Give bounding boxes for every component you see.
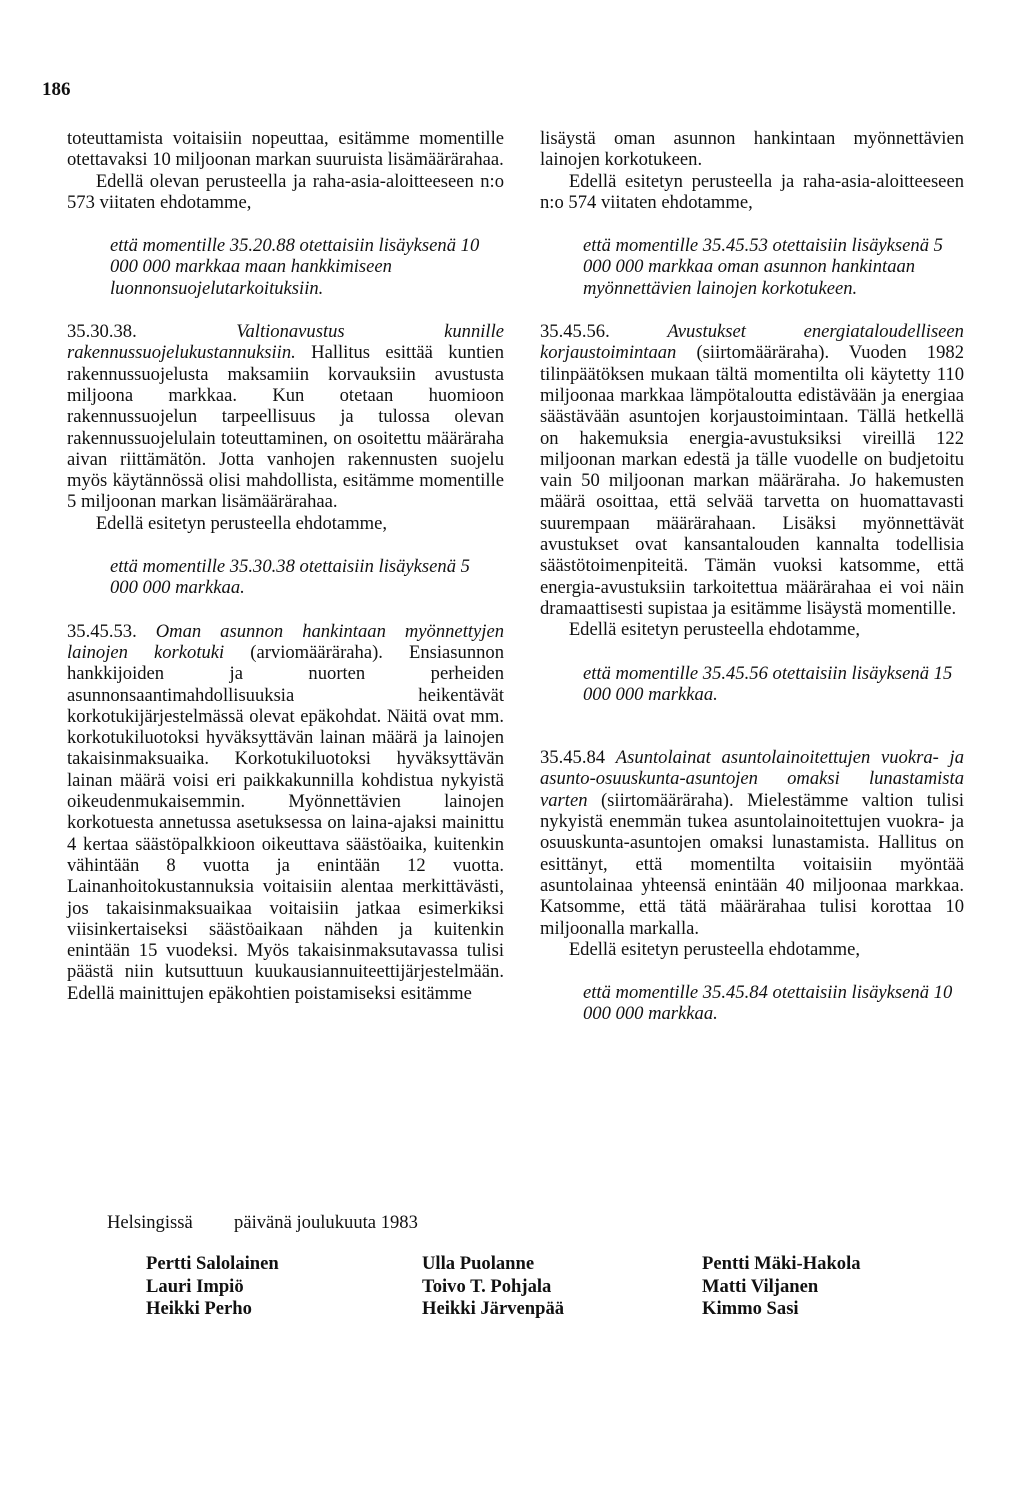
section-title: Valtionavustus kunnille rakennussuojelukustannuksiin. xyxy=(67,321,504,364)
left-paragraph-2: Edellä olevan perusteella ja raha-asia-aloitteeseen n:o 573 viitaten ehdotamme, xyxy=(67,170,504,213)
signature-place-date xyxy=(107,1212,418,1234)
left-paragraph-1: toteuttamista voitaisiin nopeuttaa, esitämme momentille otettavaksi 10 miljoonan markan suuruista lisämäärärahaa. xyxy=(67,128,504,171)
proposal-35-45-56: että momentille 35.45.56 otettaisiin lisäyksenä 15 000 000 markkaa. xyxy=(583,662,953,705)
signature-place: Helsingissä xyxy=(107,1212,193,1233)
section-body: (siirtomääräraha). Vuoden 1982 tilinpäätöksen mukaan tältä momentilta oli käytetty 110 miljoonaa markkaa lämpötaloutta edistävään ja energiaa säästävään asuntojen korjaustoimintaan. Tällä hetkellä on hakemuksia energia-avustuksiksi vireillä 122 miljoonan markan edestä ja tälle vuodelle on budjetoitu vain 50 miljoonan markan määräraha. Jo hakemusten määrä osoittaa, että selvää tarvetta on huomattavasti suurempaan määrärahaan. Lisäksi myönnettävät avustukset ovat kansantalouden kannalta todellisia säästötoimenpiteitä. Tämän vuoksi katsomme, että energia-avustuksiin tarkoitettua määrärahaa ei voi näin dramaattisesti supistaa ja esitämme lisäystä momentille. xyxy=(540,342,964,619)
section-body: (siirtomääräraha). Mielestämme valtion tulisi nykyistä enemmän tukea asuntolainoitettujen vuokra- ja osuuskunta-asuntojen omaksi lunastamista. Hallitus on esittänyt, että momentilta voitaisiin myöntää asuntolainaa yhteensä enintään 40 miljoonaa markkaa. Katsomme, että tätä määrärahaa tulisi korottaa 10 miljoonalla markalla. xyxy=(540,789,964,939)
signer-name: Lauri Impiö xyxy=(146,1275,244,1297)
proposal-35-20-88: että momentille 35.20.88 otettaisiin lisäyksenä 10 000 000 markkaa maan hankkimiseen luonnonsuojelutarkoituksiin. xyxy=(110,235,480,299)
left-paragraph-3: Edellä esitetyn perusteella ehdotamme, xyxy=(95,512,388,534)
section-35-30-38 xyxy=(67,321,504,513)
section-35-45-84 xyxy=(540,747,964,939)
section-35-45-56 xyxy=(540,321,964,619)
signer-name: Heikki Perho xyxy=(146,1298,252,1319)
proposal-35-45-53: että momentille 35.45.53 otettaisiin lisäyksenä 5 000 000 markkaa oman asunnon hankintaan myönnettävien lainojen korkotukeen. xyxy=(583,235,943,299)
right-paragraph-2: Edellä esitetyn perusteella ja raha-asia-aloitteeseen n:o 574 viitaten ehdotamme, xyxy=(540,170,964,213)
signer-name: Heikki Järvenpää xyxy=(422,1298,565,1319)
right-paragraph-1: lisäystä oman asunnon hankintaan myönnettävien lainojen korkotukeen. xyxy=(540,128,964,171)
right-paragraph-3: Edellä esitetyn perusteella ehdotamme, xyxy=(568,619,861,641)
right-column xyxy=(540,128,964,1025)
section-35-45-53 xyxy=(67,621,504,1004)
proposal-35-45-84: että momentille 35.45.84 otettaisiin lisäyksenä 10 000 000 markkaa. xyxy=(583,982,953,1025)
signer-name: Toivo T. Pohjala xyxy=(422,1275,552,1297)
signer-name: Ulla Puolanne xyxy=(422,1253,535,1274)
signers-column-1 xyxy=(146,1253,279,1321)
section-title: Asuntolainat asuntolainoitettujen vuokra- ja asunto-osuuskunta-asuntojen omaksi lunastamista varten xyxy=(540,747,964,811)
section-number: 35.45.56. xyxy=(540,321,610,343)
signer-name: Pertti Salolainen xyxy=(146,1253,279,1274)
section-number: 35.30.38. xyxy=(67,321,137,343)
section-title: Oman asunnon hankintaan myönnettyjen lainojen korkotuki xyxy=(67,620,504,663)
signer-name: Kimmo Sasi xyxy=(702,1298,799,1319)
signer-name: Pentti Mäki-Hakola xyxy=(702,1253,861,1274)
proposal-35-30-38: että momentille 35.30.38 otettaisiin lisäyksenä 5 000 000 markkaa. xyxy=(110,556,470,599)
section-body: Hallitus esittää kuntien rakennussuojelusta maksamiin korvauksiin avustusta miljoona markkaa. Kun otetaan huomioon rakennussuojelun tarpeellisuus ja tulossa olevan rakennussuojelulain toteuttaminen, on osoitettu määräraha aivan riittämätön. Jotta vanhojen rakennusten suojelu myös käytännössä olisi mahdollista, esitämme momentille 5 miljoonan markan lisämäärärahaa. xyxy=(67,342,504,513)
signer-name: Matti Viljanen xyxy=(702,1275,819,1297)
section-body: (arviomääräraha). Ensiasunnon hankkijoiden ja nuorten perheiden asunnonsaantimahdollisuuksia heikentävät korkotukijärjestelmässä olevat epäkohdat. Näitä ovat mm. korkotukiluotoksi hyväksyttävän lainan määrä ja lainojen takaisinmaksuaika. Korkotukiluotoksi hyväksyttävän lainan määrä voisi eri paikkakunnilla kohdistua nykyistä oikeudenmukaisemmin. Myönnettävien lainojen korkotuesta annetussa asetuksessa on laina-ajaksi mainittu 4 kertaa säästöpalkkioon oikeuttava säästöaika, kuitenkin vähintään 8 vuotta ja enintään 12 vuotta. Lainanhoitokustannuksia voitaisiin alentaa merkittävästi, jos takaisinmaksuaikaa voitaisiin jatkaa esimerkiksi viisinkertaiseksi säästöaikaan nähden ja kuitenkin enintään 15 vuodeksi. Myös takaisinmaksutavassa tulisi päästä niin kutsuttuun kuukausiannuiteettijärjestelmään. Edellä mainittujen epäkohtien poistamiseksi esitämme xyxy=(67,641,505,1004)
signers-column-3 xyxy=(702,1253,861,1321)
right-paragraph-4: Edellä esitetyn perusteella ehdotamme, xyxy=(568,938,861,960)
section-number: 35.45.53. xyxy=(67,620,137,642)
section-number: 35.45.84 xyxy=(540,747,606,769)
signers-column-2 xyxy=(422,1253,564,1321)
page-number: 186 xyxy=(42,79,71,100)
signature-date: päivänä joulukuuta 1983 xyxy=(234,1212,418,1233)
left-column xyxy=(67,128,504,1004)
section-title: Avustukset energiataloudelliseen korjaustoimintaan xyxy=(540,321,964,364)
